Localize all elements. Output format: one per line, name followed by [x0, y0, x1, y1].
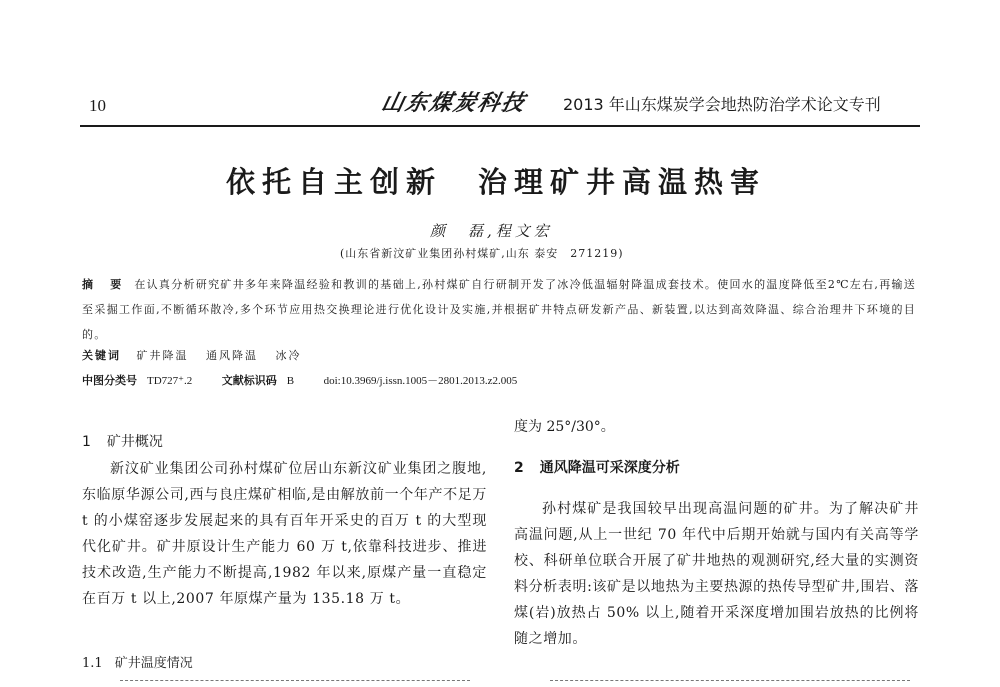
abstract-label: 摘 要	[82, 278, 125, 291]
keyword: 矿井降温	[136, 349, 189, 362]
abstract-text: 在认真分析研究矿井多年来降温经验和教训的基础上,孙村煤矿自行研制开发了冰冷低温辐射降温成套技术。使回水的温度降低至2℃左右,再输送至采掘工作面,不断循环散冷,多个环节应用热交换理论进行优化设计及实施,并根据矿井特点研发新产品、新装置,以达到高效降温、综合治理井下环境的目的。	[82, 278, 917, 341]
paragraph: 新汶矿业集团公司孙村煤矿位居山东新汶矿业集团之腹地,东临原华源公司,西与良庄煤矿相临,是由解放前一个年产不足万 t 的小煤窑逐步发展起来的具有百年开采史的百万 t 的大型现代化矿井。矿井原设计生产能力 60 万 t,依靠科技进步、推进技术改造,生产能力不断提高,1982 年以来,原煤产量一直稳定在百万 t 以上,2007 年原煤产量为 135.18 万 t。	[82, 461, 487, 607]
doc-code-label: 文献标识码	[221, 374, 277, 387]
article-authors: 颜 磊,程文宏	[430, 222, 553, 240]
subsection-title: 矿井温度情况	[114, 656, 193, 671]
keywords-line	[82, 347, 314, 363]
classification-line	[82, 372, 517, 388]
abstract	[82, 272, 916, 347]
classification-value: TD727⁺.2	[147, 375, 193, 387]
section-1-body	[82, 456, 487, 612]
keyword: 通风降温	[206, 349, 258, 362]
section-number: 2	[514, 460, 524, 476]
issue-title: 2013 年山东煤炭学会地热防治学术论文专刊	[563, 95, 881, 114]
section-title: 矿井概况	[106, 434, 163, 450]
section-number: 1	[82, 434, 91, 450]
subsection-1-1-heading	[82, 652, 193, 671]
keywords-label: 关键词	[82, 349, 121, 362]
article-title: 依托自主创新 治理矿井高温热害	[226, 165, 767, 199]
continued-text: 度为 25°/30°。	[514, 419, 615, 435]
classification-label: 中图分类号	[82, 374, 137, 387]
section-2-heading	[514, 457, 680, 477]
journal-logo: 山东煤炭科技	[378, 90, 529, 116]
section-1-heading	[82, 431, 163, 451]
subsection-number: 1.1	[82, 656, 103, 671]
keyword: 冰冷	[275, 349, 302, 362]
doc-code-value: B	[286, 375, 295, 387]
section-2-body	[514, 496, 919, 652]
page-number: 10	[89, 96, 106, 115]
section-title: 通风降温可采深度分析	[539, 460, 680, 476]
cropped-text-line	[550, 680, 910, 687]
header-rule	[80, 125, 920, 127]
paragraph: 孙村煤矿是我国较早出现高温问题的矿井。为了解决矿井高温问题,从上一世纪 70 年代中后期开始就与国内有关高等学校、科研单位联合开展了矿井地热的观测研究,经大量的实测资料分析表明:该矿是以地热为主要热源的热传导型矿井,围岩、落煤(岩)放热占 50% 以上,随着开采深度增加围岩放热的比例将随之增加。	[514, 501, 919, 647]
doi: doi:10.3969/j.issn.1005－2801.2013.z2.005	[323, 375, 518, 387]
cropped-text-line	[120, 680, 470, 687]
article-affiliation: (山东省新汶矿业集团孙村煤矿,山东 泰安 271219)	[340, 247, 624, 260]
